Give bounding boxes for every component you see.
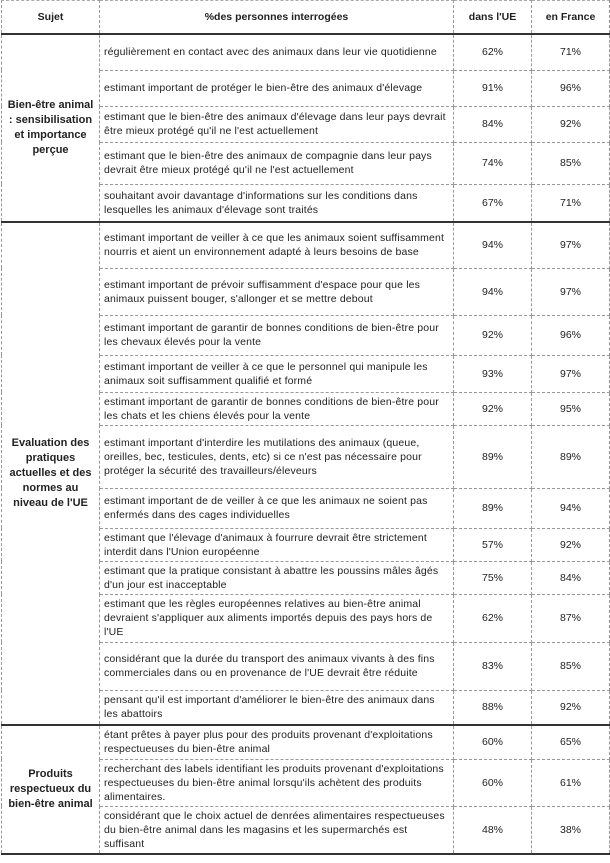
france-value-cell: 65% xyxy=(532,725,610,759)
eu-value-cell: 62% xyxy=(454,34,532,70)
france-value-cell: 38% xyxy=(532,806,610,854)
eu-value-cell: 94% xyxy=(454,268,532,315)
description-cell: considérant que la durée du transport des animaux vivants à des fins commerciales dans ou en provenance de l'UE devrait être réduite xyxy=(100,642,454,690)
france-value-cell: 92% xyxy=(532,690,610,725)
description-cell: estimant important de protéger le bien-être des animaux d'élevage xyxy=(100,70,454,106)
france-value-cell: 97% xyxy=(532,355,610,392)
france-value-cell: 95% xyxy=(532,392,610,425)
description-cell: recherchant des labels identifiant les produits provenant d'exploitations respectueuses du bien-être animal lorsqu'ils achètent des produits alimentaires. xyxy=(100,759,454,806)
description-cell: estimant important de prévoir suffisamment d'espace pour que les animaux puissent bouger, s'allonger et se mettre debout xyxy=(100,268,454,315)
france-value-cell: 94% xyxy=(532,488,610,528)
eu-value-cell: 94% xyxy=(454,222,532,268)
description-cell: estimant que l'élevage d'animaux à fourrure devrait être strictement interdit dans l'Union européenne xyxy=(100,528,454,561)
france-value-cell: 71% xyxy=(532,34,610,70)
header-row xyxy=(2,1,610,35)
description-cell: estimant important de veiller à ce que le personnel qui manipule les animaux soit suffisamment qualifié et formé xyxy=(100,355,454,392)
header-percentage: %des personnes interrogées xyxy=(100,1,454,35)
header-eu: dans l'UE xyxy=(454,1,532,35)
description-cell: estimant important de garantir de bonnes conditions de bien-être pour les chevaux élevés pour la vente xyxy=(100,315,454,355)
table-row xyxy=(2,222,610,268)
eu-value-cell: 91% xyxy=(454,70,532,106)
france-value-cell: 84% xyxy=(532,561,610,594)
eu-value-cell: 62% xyxy=(454,594,532,642)
description-cell: souhaitant avoir davantage d'informations sur les conditions dans lesquelles les animaux d'élevage sont traités xyxy=(100,184,454,222)
description-cell: estimant que les règles européennes relatives au bien-être animal devraient s'appliquer aux aliments importés depuis des pays hors de l'UE xyxy=(100,594,454,642)
description-cell: considérant que le choix actuel de denrées alimentaires respectueuses du bien-être animal dans les magasins et les supermarchés est suffisant xyxy=(100,806,454,854)
description-cell: estimant important de veiller à ce que les animaux soient suffisamment nourris et aient un environnement adapté à leurs besoins de base xyxy=(100,222,454,268)
france-value-cell: 97% xyxy=(532,222,610,268)
france-value-cell: 85% xyxy=(532,142,610,184)
eu-value-cell: 89% xyxy=(454,488,532,528)
eu-value-cell: 67% xyxy=(454,184,532,222)
header-france: en France xyxy=(532,1,610,35)
survey-table xyxy=(1,0,610,855)
description-cell: régulièrement en contact avec des animaux dans leur vie quotidienne xyxy=(100,34,454,70)
subject-cell: Produits respectueux du bien-être animal xyxy=(2,725,100,854)
eu-value-cell: 93% xyxy=(454,355,532,392)
description-cell: estimant que la pratique consistant à abattre les poussins mâles âgés d'un jour est inacceptable xyxy=(100,561,454,594)
france-value-cell: 92% xyxy=(532,528,610,561)
description-cell: estimant important de garantir de bonnes conditions de bien-être pour les chats et les chiens élevés pour la vente xyxy=(100,392,454,425)
france-value-cell: 96% xyxy=(532,70,610,106)
eu-value-cell: 83% xyxy=(454,642,532,690)
eu-value-cell: 92% xyxy=(454,392,532,425)
eu-value-cell: 75% xyxy=(454,561,532,594)
description-cell: estimant que le bien-être des animaux de compagnie dans leur pays devrait être mieux protégé qu'il ne l'est actuellement xyxy=(100,142,454,184)
eu-value-cell: 60% xyxy=(454,725,532,759)
france-value-cell: 87% xyxy=(532,594,610,642)
eu-value-cell: 89% xyxy=(454,425,532,488)
subject-cell: Evaluation des pratiques actuelles et des normes au niveau de l'UE xyxy=(2,222,100,725)
france-value-cell: 61% xyxy=(532,759,610,806)
description-cell: estimant important de de veiller à ce que les animaux ne soient pas enfermés dans des cages individuelles xyxy=(100,488,454,528)
france-value-cell: 92% xyxy=(532,106,610,142)
eu-value-cell: 48% xyxy=(454,806,532,854)
table-row xyxy=(2,725,610,759)
france-value-cell: 85% xyxy=(532,642,610,690)
france-value-cell: 89% xyxy=(532,425,610,488)
description-cell: estimant que le bien-être des animaux d'élevage dans leur pays devrait être mieux protégé qu'il ne l'est actuellement xyxy=(100,106,454,142)
france-value-cell: 97% xyxy=(532,268,610,315)
eu-value-cell: 74% xyxy=(454,142,532,184)
france-value-cell: 71% xyxy=(532,184,610,222)
header-sujet: Sujet xyxy=(2,1,100,35)
table-row xyxy=(2,34,610,70)
eu-value-cell: 92% xyxy=(454,315,532,355)
eu-value-cell: 84% xyxy=(454,106,532,142)
eu-value-cell: 88% xyxy=(454,690,532,725)
eu-value-cell: 60% xyxy=(454,759,532,806)
eu-value-cell: 57% xyxy=(454,528,532,561)
france-value-cell: 96% xyxy=(532,315,610,355)
description-cell: estimant important d'interdire les mutilations des animaux (queue, oreilles, bec, testicules, dents, etc) si ce n'est pas nécessaire pour protéger la sécurité des travailleurs/éleveurs xyxy=(100,425,454,488)
description-cell: étant prêtes à payer plus pour des produits provenant d'exploitations respectueuses du bien-être animal xyxy=(100,725,454,759)
description-cell: pensant qu'il est important d'améliorer le bien-être des animaux dans les abattoirs xyxy=(100,690,454,725)
subject-cell: Bien-être animal : sensibilisation et importance perçue xyxy=(2,34,100,222)
